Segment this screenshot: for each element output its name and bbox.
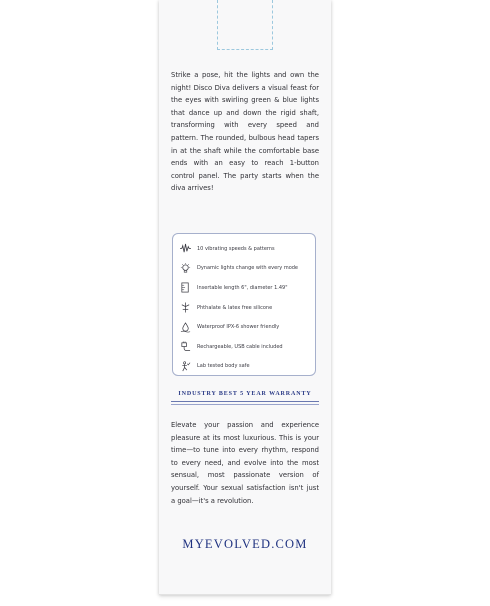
intro-paragraph: Strike a pose, hit the lights and own the night! Disco Diva delivers a visual feast for the eyes with swirling green & blue lights that dance up and down the rigid shaft, transforming with every speed and pattern. The rounded, bulbous head tapers in at the shaft while the comfortable base ends with an easy to reach 1-button control panel. The party starts when the diva arrives!: [171, 71, 319, 193]
feature-item: [179, 337, 315, 357]
ruler-icon: [179, 282, 191, 294]
feature-text: Waterproof IPX-6 shower friendly: [197, 324, 280, 331]
feature-text: 10 vibrating speeds & patterns: [197, 245, 275, 252]
packaging-panel: [159, 0, 331, 595]
no-phthalate-icon: [179, 302, 191, 314]
feature-text: Rechargeable, USB cable included: [197, 343, 283, 350]
feature-item: [179, 239, 315, 259]
light-bulb-icon: [179, 262, 191, 274]
body-safe-icon: [179, 360, 191, 372]
divider-line: [171, 404, 319, 405]
closing-paragraph: Elevate your passion and experience pleasure at its most luxurious. This is your time—to tune into every rhythm, respond to every need, and evolve into the most sensual, most passionate version of yourself. Your sexual satisfaction isn't just a goal—it's a revolution.: [171, 421, 319, 505]
website-url: MYEVOLVED.COM: [182, 537, 308, 551]
features-box: [172, 233, 316, 376]
divider-line: [171, 401, 319, 402]
usb-plug-icon: [179, 341, 191, 353]
feature-text: Lab tested body safe: [197, 363, 250, 370]
warranty-heading: INDUSTRY BEST 5 YEAR WARRANTY: [178, 391, 312, 397]
hang-tab-outline: [217, 0, 273, 50]
feature-item: [179, 317, 315, 337]
feature-text: Insertable length 6", diameter 1.49": [197, 284, 288, 291]
vibration-wave-icon: [179, 243, 191, 255]
feature-text: Dynamic lights change with every mode: [197, 265, 298, 272]
feature-item: [179, 259, 315, 279]
feature-text: Phthalate & latex free silicone: [197, 304, 273, 311]
feature-item: [179, 357, 315, 377]
feature-item: [179, 298, 315, 318]
feature-item: [179, 278, 315, 298]
water-drop-icon: [179, 321, 191, 333]
